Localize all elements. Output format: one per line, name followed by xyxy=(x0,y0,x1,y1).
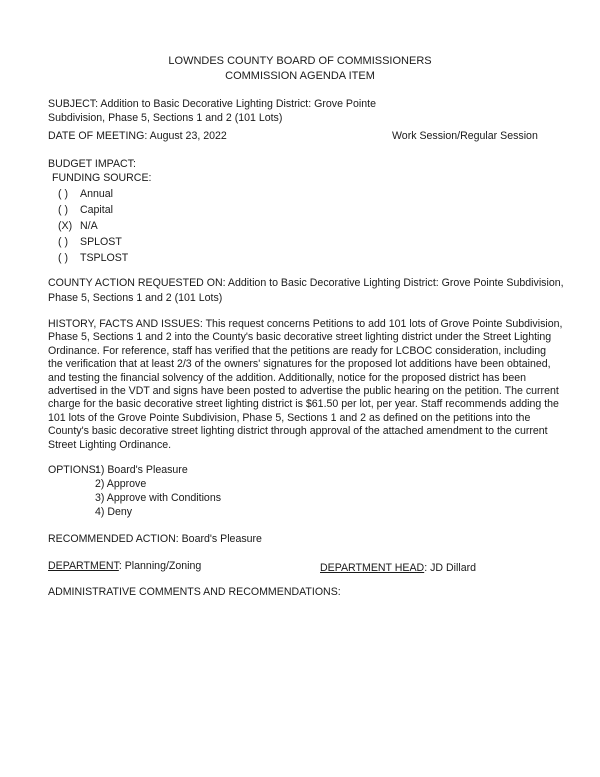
history-line: Street Lighting Ordinance. xyxy=(48,438,172,451)
department-head-value: : JD Dillard xyxy=(424,562,477,574)
department-head xyxy=(320,562,476,574)
history-line: Ordinance. For reference, staff has verified that the petitions are ready for LCBOC consideration, including xyxy=(48,344,546,357)
history-line: HISTORY, FACTS AND ISSUES: This request concerns Petitions to add 101 lots of Grove Pointe Subdivision, xyxy=(48,318,563,330)
action-line: COUNTY ACTION REQUESTED ON: Addition to Basic Decorative Lighting District: Grove Pointe Subdivision, xyxy=(48,277,564,289)
action-line: Phase 5, Sections 1 and 2 (101 Lots) xyxy=(48,292,223,304)
subject-line: Subdivision, Phase 5, Sections 1 and 2 (101 Lots) xyxy=(48,112,283,124)
funding-option-mark: ( ) xyxy=(58,204,68,216)
options-label: OPTIONS: xyxy=(48,464,99,476)
history-line: 101 lots of the Grove Pointe Subdivision, Phase 5, Sections 1 and 2 as defined on the petitions into the xyxy=(48,411,531,424)
history-line: the verification that at least 2/3 of the owners' signatures for the proposed lot additions have been obtained, xyxy=(48,358,551,371)
funding-option-label: SPLOST xyxy=(80,236,122,248)
funding-option-mark: (X) xyxy=(58,220,73,232)
history-line: County's basic decorative street lighting district through approval of the attached amendment to the current xyxy=(48,425,548,438)
funding-option-mark: ( ) xyxy=(58,188,68,200)
header-subtitle: COMMISSION AGENDA ITEM xyxy=(225,70,375,82)
history-line: and testing the financial solvency of the addition. Additionally, notice for the proposed district has been xyxy=(48,371,527,384)
option-item: 4) Deny xyxy=(95,506,133,518)
session-type: Work Session/Regular Session xyxy=(392,130,538,142)
funding-option-label: TSPLOST xyxy=(80,252,129,264)
funding-option-mark: ( ) xyxy=(58,252,68,264)
funding-option-label: Annual xyxy=(80,188,113,200)
option-item: 1) Board's Pleasure xyxy=(95,464,188,476)
department xyxy=(48,560,201,572)
department-head-label: DEPARTMENT HEAD xyxy=(320,562,425,574)
option-item: 3) Approve with Conditions xyxy=(95,492,222,504)
header-title: LOWNDES COUNTY BOARD OF COMMISSIONERS xyxy=(168,55,432,67)
history-line: charge for the basic decorative street lighting district is $61.50 per lot, per year. Staff recommends adding the xyxy=(48,398,559,411)
funding-option-label: Capital xyxy=(80,204,113,216)
department-value: : Planning/Zoning xyxy=(118,560,202,572)
option-item: 2) Approve xyxy=(95,478,147,490)
meeting-date: DATE OF MEETING: August 23, 2022 xyxy=(48,130,227,142)
funding-option-mark: ( ) xyxy=(58,236,68,248)
admin-comments: ADMINISTRATIVE COMMENTS AND RECOMMENDATIONS: xyxy=(48,586,341,598)
history-line: advertised in the VDT and signs have been posted to advertise the public hearing on the petition. The current xyxy=(48,385,559,397)
subject-line: SUBJECT: Addition to Basic Decorative Lighting District: Grove Pointe xyxy=(48,98,376,110)
department-label: DEPARTMENT xyxy=(48,560,119,572)
funding-option-label: N/A xyxy=(80,220,98,232)
budget-label: BUDGET IMPACT: xyxy=(48,158,136,170)
funding-label: FUNDING SOURCE: xyxy=(52,172,152,184)
recommended-action: RECOMMENDED ACTION: Board's Pleasure xyxy=(48,533,262,545)
history-line: Phase 5, Sections 1 and 2 into the County's basic decorative street lighting district under the Street Lighting xyxy=(48,331,552,344)
